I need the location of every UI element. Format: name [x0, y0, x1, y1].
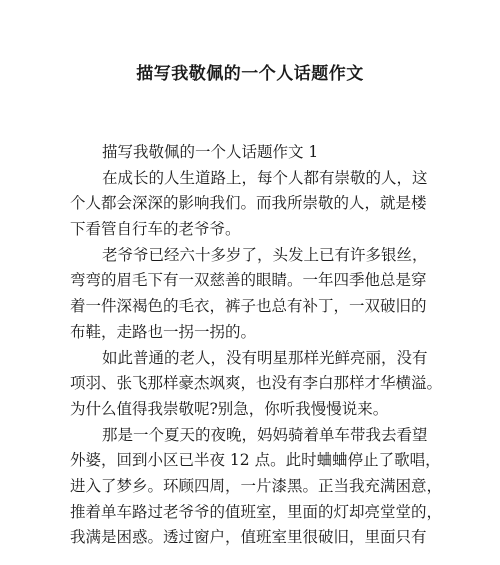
document-title: 描写我敬佩的一个人话题作文 [136, 64, 364, 84]
paragraph-line: 如此普通的老人，没有明星那样光鲜亮丽，没有 [102, 348, 428, 367]
section-heading: 描写我敬佩的一个人话题作文 1 [102, 143, 319, 161]
paragraph-line: 我满是困惑。透过窗户，值班室里很破旧，里面只有 [70, 528, 427, 547]
paragraph-line: 那是一个夏天的夜晚，妈妈骑着单车带我去看望 [102, 425, 428, 444]
paragraph-line: 布鞋，走路也一拐一拐的。 [70, 322, 257, 341]
paragraph-line: 外婆，回到小区已半夜 12 点。此时蛐蛐停止了歌唱， [70, 451, 441, 470]
paragraph-line: 在成长的人生道路上，每个人都有崇敬的人，这 [102, 168, 428, 187]
document-body [70, 140, 443, 551]
paragraph-line: 为什么值得我崇敬呢?别急，你听我慢慢说来。 [70, 399, 389, 418]
paragraph-line: 个人都会深深的影响我们。而我所崇敬的人，就是楼 [70, 194, 427, 213]
paragraph-line: 着一件深褐色的毛衣，裤子也总有补丁，一双破旧的 [70, 297, 427, 316]
paragraph-line: 推着单车路过老爷爷的值班室，里面的灯却亮堂堂的， [70, 502, 443, 521]
paragraph-line: 进入了梦乡。环顾四周，一片漆黑。正当我充满困意， [70, 476, 443, 495]
paragraph-line: 项羽、张飞那样豪杰飒爽，也没有李白那样才华横溢。 [70, 374, 443, 393]
paragraph-line: 弯弯的眉毛下有一双慈善的眼睛。一年四季他总是穿 [70, 271, 427, 290]
paragraph-line: 老爷爷已经六十多岁了，头发上已有许多银丝， [102, 245, 428, 264]
paragraph-line: 下看管自行车的老爷爷。 [70, 220, 241, 239]
